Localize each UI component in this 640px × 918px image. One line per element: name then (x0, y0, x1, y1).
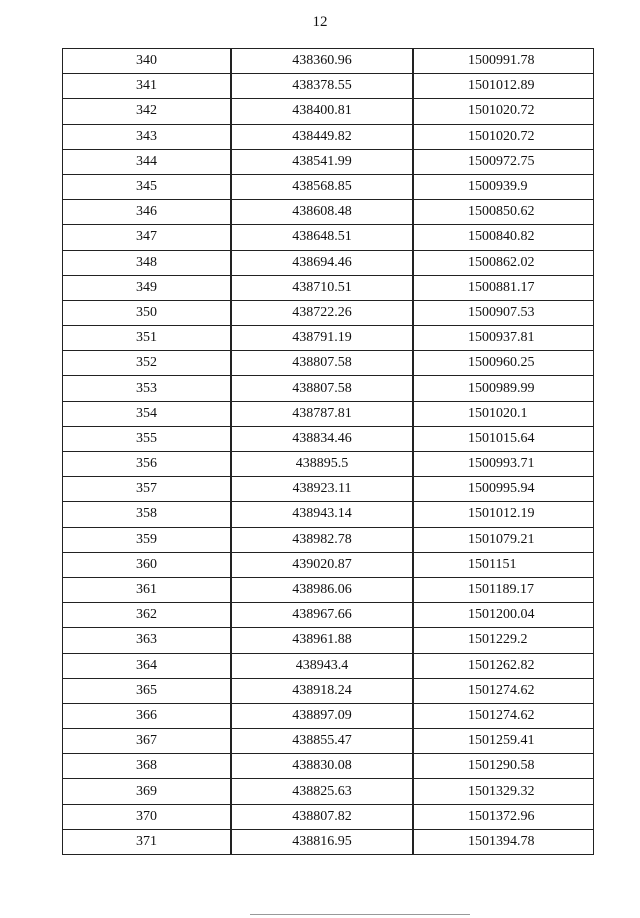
x-coordinate-cell: 438895.5 (231, 452, 413, 477)
y-coordinate-cell: 1500960.25 (413, 351, 594, 376)
y-coordinate-cell: 1501012.89 (413, 74, 594, 99)
point-number-cell: 352 (63, 351, 232, 376)
point-number-cell: 366 (63, 703, 232, 728)
table-row (63, 477, 594, 502)
point-number-cell: 371 (63, 829, 232, 854)
y-coordinate-cell: 1500939.9 (413, 174, 594, 199)
x-coordinate-cell: 438608.48 (231, 200, 413, 225)
table-row (63, 603, 594, 628)
point-number-cell: 351 (63, 326, 232, 351)
coordinates-table-body (63, 49, 594, 855)
table-row (63, 74, 594, 99)
point-number-cell: 364 (63, 653, 232, 678)
x-coordinate-cell: 438360.96 (231, 49, 413, 74)
x-coordinate-cell: 438648.51 (231, 225, 413, 250)
table-row (63, 250, 594, 275)
y-coordinate-cell: 1501020.72 (413, 124, 594, 149)
x-coordinate-cell: 438834.46 (231, 426, 413, 451)
x-coordinate-cell: 438787.81 (231, 401, 413, 426)
table-row (63, 502, 594, 527)
x-coordinate-cell: 438541.99 (231, 149, 413, 174)
bottom-rule (250, 914, 470, 915)
x-coordinate-cell: 438400.81 (231, 99, 413, 124)
point-number-cell: 357 (63, 477, 232, 502)
table-row (63, 829, 594, 854)
x-coordinate-cell: 438967.66 (231, 603, 413, 628)
table-row (63, 678, 594, 703)
table-row (63, 552, 594, 577)
x-coordinate-cell: 438710.51 (231, 275, 413, 300)
x-coordinate-cell: 438923.11 (231, 477, 413, 502)
y-coordinate-cell: 1501020.1 (413, 401, 594, 426)
table-row (63, 99, 594, 124)
y-coordinate-cell: 1500881.17 (413, 275, 594, 300)
point-number-cell: 356 (63, 452, 232, 477)
table-row (63, 124, 594, 149)
x-coordinate-cell: 438807.58 (231, 351, 413, 376)
point-number-cell: 350 (63, 300, 232, 325)
table-row (63, 527, 594, 552)
y-coordinate-cell: 1500995.94 (413, 477, 594, 502)
x-coordinate-cell: 438943.4 (231, 653, 413, 678)
point-number-cell: 349 (63, 275, 232, 300)
point-number-cell: 369 (63, 779, 232, 804)
y-coordinate-cell: 1500972.75 (413, 149, 594, 174)
y-coordinate-cell: 1501274.62 (413, 703, 594, 728)
table-row (63, 225, 594, 250)
point-number-cell: 355 (63, 426, 232, 451)
point-number-cell: 367 (63, 729, 232, 754)
point-number-cell: 345 (63, 174, 232, 199)
y-coordinate-cell: 1500937.81 (413, 326, 594, 351)
y-coordinate-cell: 1501229.2 (413, 628, 594, 653)
x-coordinate-cell: 438722.26 (231, 300, 413, 325)
point-number-cell: 370 (63, 804, 232, 829)
y-coordinate-cell: 1501012.19 (413, 502, 594, 527)
table-row (63, 200, 594, 225)
y-coordinate-cell: 1500907.53 (413, 300, 594, 325)
y-coordinate-cell: 1501372.96 (413, 804, 594, 829)
point-number-cell: 347 (63, 225, 232, 250)
x-coordinate-cell: 438449.82 (231, 124, 413, 149)
table-row (63, 703, 594, 728)
point-number-cell: 343 (63, 124, 232, 149)
table-row (63, 351, 594, 376)
x-coordinate-cell: 438825.63 (231, 779, 413, 804)
point-number-cell: 362 (63, 603, 232, 628)
table-row (63, 401, 594, 426)
x-coordinate-cell: 438943.14 (231, 502, 413, 527)
x-coordinate-cell: 438982.78 (231, 527, 413, 552)
x-coordinate-cell: 438918.24 (231, 678, 413, 703)
point-number-cell: 360 (63, 552, 232, 577)
x-coordinate-cell: 438961.88 (231, 628, 413, 653)
y-coordinate-cell: 1501200.04 (413, 603, 594, 628)
table-row (63, 275, 594, 300)
y-coordinate-cell: 1500991.78 (413, 49, 594, 74)
table-row (63, 452, 594, 477)
x-coordinate-cell: 438897.09 (231, 703, 413, 728)
table-row (63, 729, 594, 754)
point-number-cell: 354 (63, 401, 232, 426)
table-row (63, 174, 594, 199)
table-row (63, 653, 594, 678)
point-number-cell: 341 (63, 74, 232, 99)
y-coordinate-cell: 1501151 (413, 552, 594, 577)
point-number-cell: 348 (63, 250, 232, 275)
x-coordinate-cell: 438791.19 (231, 326, 413, 351)
y-coordinate-cell: 1501189.17 (413, 577, 594, 602)
point-number-cell: 344 (63, 149, 232, 174)
x-coordinate-cell: 438816.95 (231, 829, 413, 854)
point-number-cell: 359 (63, 527, 232, 552)
x-coordinate-cell: 439020.87 (231, 552, 413, 577)
y-coordinate-cell: 1501394.78 (413, 829, 594, 854)
table-row (63, 577, 594, 602)
point-number-cell: 361 (63, 577, 232, 602)
y-coordinate-cell: 1501015.64 (413, 426, 594, 451)
x-coordinate-cell: 438807.58 (231, 376, 413, 401)
x-coordinate-cell: 438378.55 (231, 74, 413, 99)
y-coordinate-cell: 1501274.62 (413, 678, 594, 703)
table-row (63, 779, 594, 804)
y-coordinate-cell: 1500850.62 (413, 200, 594, 225)
x-coordinate-cell: 438568.85 (231, 174, 413, 199)
point-number-cell: 353 (63, 376, 232, 401)
table-row (63, 754, 594, 779)
x-coordinate-cell: 438807.82 (231, 804, 413, 829)
table-row (63, 376, 594, 401)
y-coordinate-cell: 1500993.71 (413, 452, 594, 477)
point-number-cell: 363 (63, 628, 232, 653)
point-number-cell: 346 (63, 200, 232, 225)
point-number-cell: 342 (63, 99, 232, 124)
y-coordinate-cell: 1501329.32 (413, 779, 594, 804)
point-number-cell: 358 (63, 502, 232, 527)
y-coordinate-cell: 1500862.02 (413, 250, 594, 275)
y-coordinate-cell: 1501290.58 (413, 754, 594, 779)
y-coordinate-cell: 1501079.21 (413, 527, 594, 552)
coordinates-table (62, 48, 594, 855)
table-row (63, 49, 594, 74)
table-row (63, 628, 594, 653)
x-coordinate-cell: 438830.08 (231, 754, 413, 779)
point-number-cell: 368 (63, 754, 232, 779)
table-row (63, 426, 594, 451)
y-coordinate-cell: 1501020.72 (413, 99, 594, 124)
table-row (63, 804, 594, 829)
table-row (63, 149, 594, 174)
page-number: 12 (312, 14, 328, 30)
y-coordinate-cell: 1501259.41 (413, 729, 594, 754)
y-coordinate-cell: 1500840.82 (413, 225, 594, 250)
point-number-cell: 340 (63, 49, 232, 74)
y-coordinate-cell: 1501262.82 (413, 653, 594, 678)
x-coordinate-cell: 438986.06 (231, 577, 413, 602)
table-row (63, 300, 594, 325)
table-row (63, 326, 594, 351)
x-coordinate-cell: 438855.47 (231, 729, 413, 754)
point-number-cell: 365 (63, 678, 232, 703)
y-coordinate-cell: 1500989.99 (413, 376, 594, 401)
x-coordinate-cell: 438694.46 (231, 250, 413, 275)
